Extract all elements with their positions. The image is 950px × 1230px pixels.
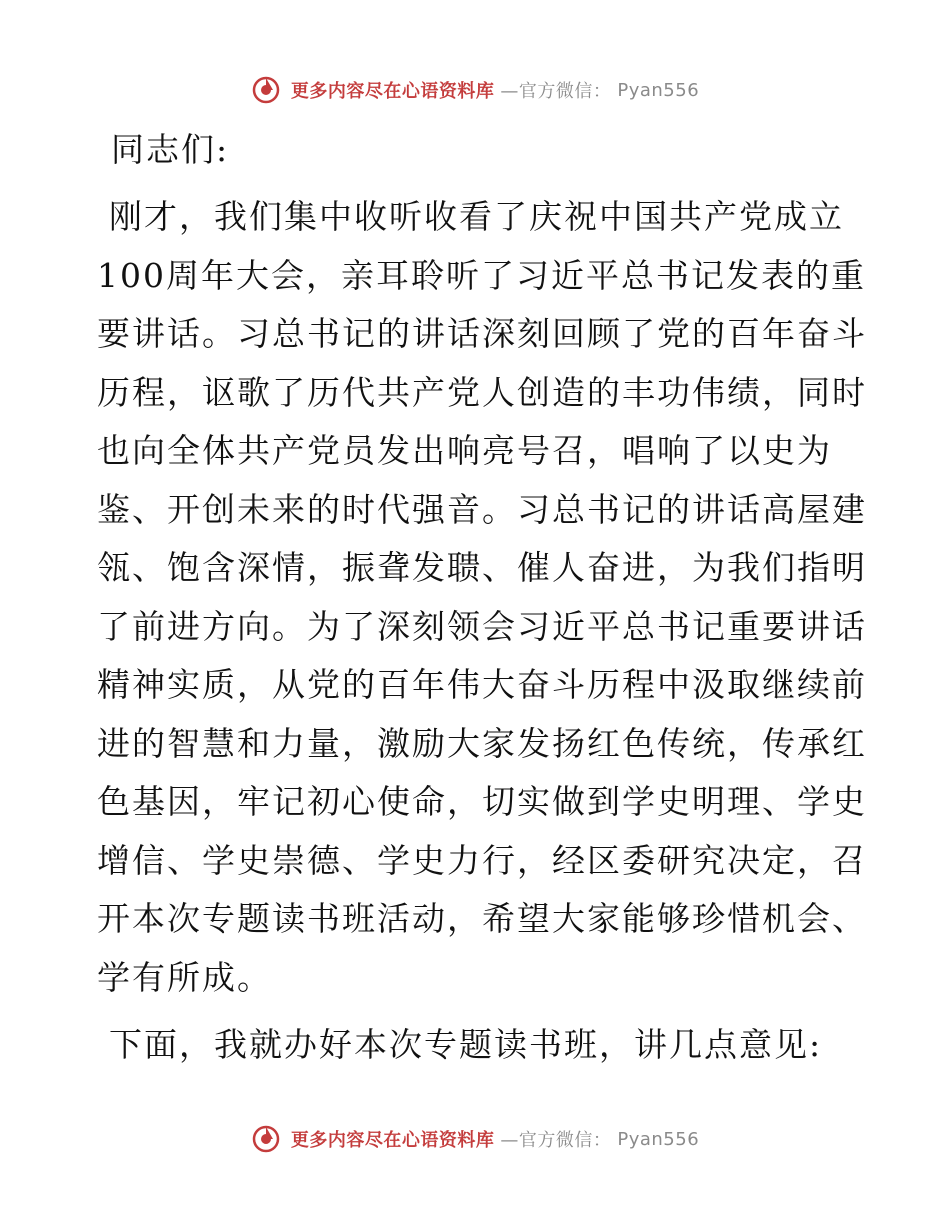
watermark-wechat-id: Pyan556 [617,79,700,101]
watermark-separator-text: —官方微信： [500,1130,612,1151]
brand-logo-icon [251,1124,281,1154]
paragraph-line: 精神实质，从党的百年伟大奋斗历程中汲取继续前 [97,665,867,704]
paragraph-line: 瓴、饱含深情，振聋发聩、催人奋进，为我们指明 [97,548,867,587]
paragraph-line: 学有所成。 [97,957,272,997]
paragraph-line: 也向全体共产党员发出响亮号召，唱响了以史为 [97,431,832,470]
watermark-footer [0,1119,950,1159]
salutation: 同志们: [111,130,230,169]
paragraph-line: 历程，讴歌了历代共产党人创造的丰功伟绩，同时 [97,372,867,412]
paragraph-line: 鉴、开创未来的时代强音。习总书记的讲话高屋建 [97,489,867,529]
watermark-separator-text: —官方微信： [500,81,612,102]
paragraph-line: 刚才，我们集中收听收看了庆祝中国共产党成立 [109,197,844,236]
watermark-brand-text: 更多内容尽在心语资料库 [290,81,495,102]
body-paragraph [97,188,867,1007]
paragraph-line: 100周年大会，亲耳聆听了习近平总书记发表的重 [97,255,866,295]
paragraph-line: 了前进方向。为了深刻领会习近平总书记重要讲话 [97,606,867,646]
closing-sentence: 下面，我就办好本次专题读书班，讲几点意见: [109,1025,823,1064]
paragraph-line: 色基因，牢记初心使命，切实做到学史明理、学史 [97,782,867,821]
watermark-header-top [0,70,950,110]
watermark-brand-text: 更多内容尽在心语资料库 [290,1130,495,1151]
watermark-wechat-id: Pyan556 [617,1128,700,1150]
paragraph-line: 开本次专题读书班活动，希望大家能够珍惜机会、 [97,899,867,938]
brand-logo-icon [251,75,281,105]
document-body [97,120,867,1075]
paragraph-line: 增信、学史崇德、学史力行，经区委研究决定，召 [97,840,867,880]
paragraph-line: 进的智慧和力量，激励大家发扬红色传统，传承红 [97,723,867,763]
paragraph-line: 要讲话。习总书记的讲话深刻回顾了党的百年奋斗 [97,314,867,353]
